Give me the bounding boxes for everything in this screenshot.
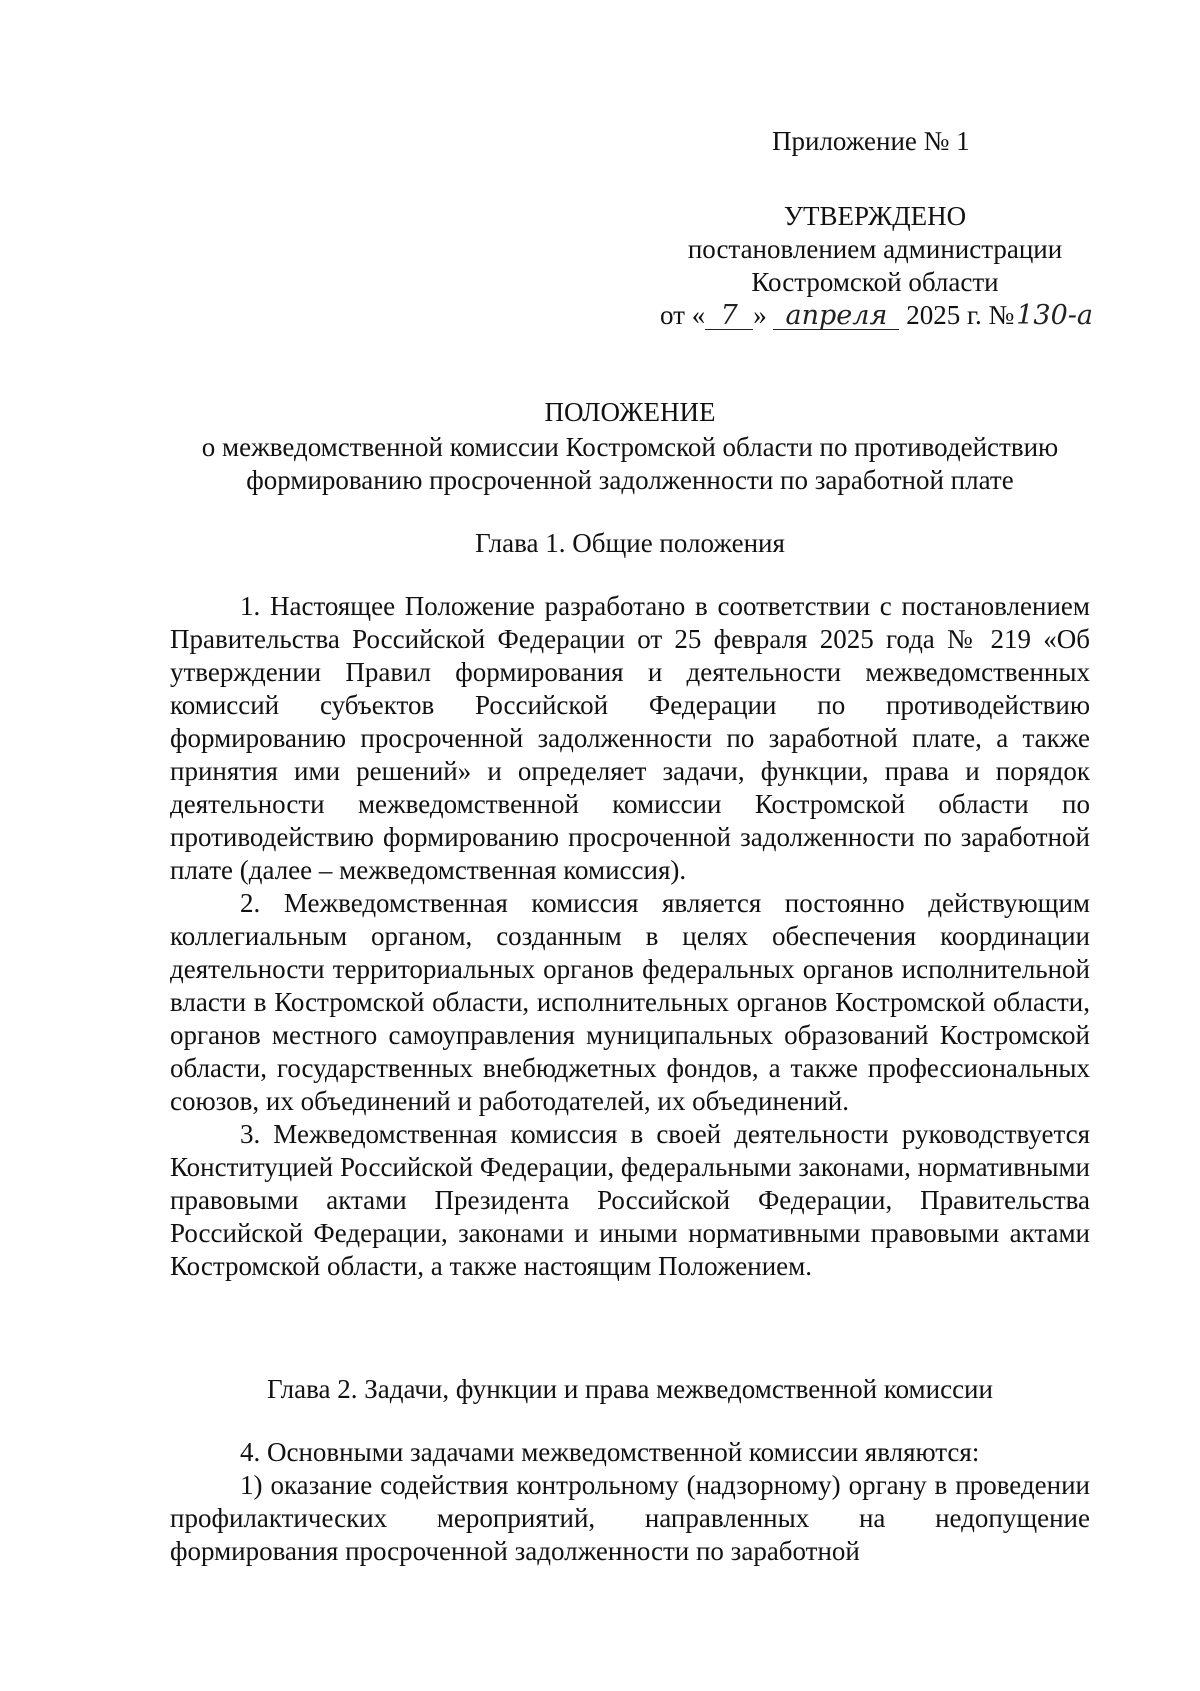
paragraph-2: 2. Межведомственная комиссия является постоянно действующим коллегиальным органом, созданным в целях обеспечения координации деятельности территориальных органов федеральных органов исполнительной власти в Костромской области, исполнительных органов Костромской области, органов местного самоуправления муниципальных образований Костромской области, государственных внебюджетных фондов, а также профессиональных союзов, их объединений и работодателей, их объединений. <box>170 888 1090 1116</box>
appendix-label: Приложение № 1 <box>772 126 970 156</box>
handwritten-month: апреля <box>773 303 899 330</box>
date-mid: » <box>753 300 767 330</box>
year-text: 2025 г. № <box>906 300 1015 330</box>
paragraph-4: 4. Основными задачами межведомственной комиссии являются: <box>240 1437 980 1467</box>
handwritten-day: 7 <box>705 303 753 330</box>
approval-block <box>660 200 1094 332</box>
chapter-1-body <box>170 590 1090 1283</box>
document-title: ПОЛОЖЕНИЕ <box>544 397 716 427</box>
date-prefix: от « <box>660 300 706 330</box>
paragraph-1: 1. Настоящее Положение разработано в соответствии с постановлением Правительства Российской Федерации от 25 февраля 2025 года № 219 «Об утверждении Правил формирования и деятельности межведомственных комиссий субъектов Российской Федерации по противодействию формированию просроченной задолженности по заработной плате, а также принятия ими решений» и определяет задачи, функции, права и порядок деятельности межведомственной комиссии Костромской области по противодействию формированию просроченной задолженности по заработной плате (далее – межведомственная комиссия). <box>170 591 1090 885</box>
paragraph-4-item-1: 1) оказание содействия контрольному (надзорному) органу в проведении профилактических мероприятий, направленных на недопущение формирования просроченной задолженности по заработной <box>170 1470 1090 1566</box>
handwritten-number: 130-а <box>1016 300 1094 331</box>
approved-label: УТВЕРЖДЕНО <box>783 201 967 231</box>
approval-date-line <box>660 299 1094 332</box>
paragraph-3: 3. Межведомственная комиссия в своей деятельности руководствуется Конституцией Российской Федерации, федеральными законами, нормативными правовыми актами Президента Российской Федерации, Правительства Российской Федерации, законами и иными нормативными правовыми актами Костромской области, а также настоящим Положением. <box>170 1119 1090 1281</box>
chapter-2-body <box>170 1436 1090 1568</box>
document-subtitle: о межведомственной комиссии Костромской области по противодействию формированию просроченной задолженности по заработной плате <box>201 432 1059 495</box>
approval-line-1: постановлением администрации <box>687 234 1063 264</box>
chapter-1-heading: Глава 1. Общие положения <box>475 528 785 558</box>
chapter-2-heading: Глава 2. Задачи, функции и права межведомственной комиссии <box>267 1374 993 1404</box>
approval-line-2: Костромской области <box>751 267 999 297</box>
